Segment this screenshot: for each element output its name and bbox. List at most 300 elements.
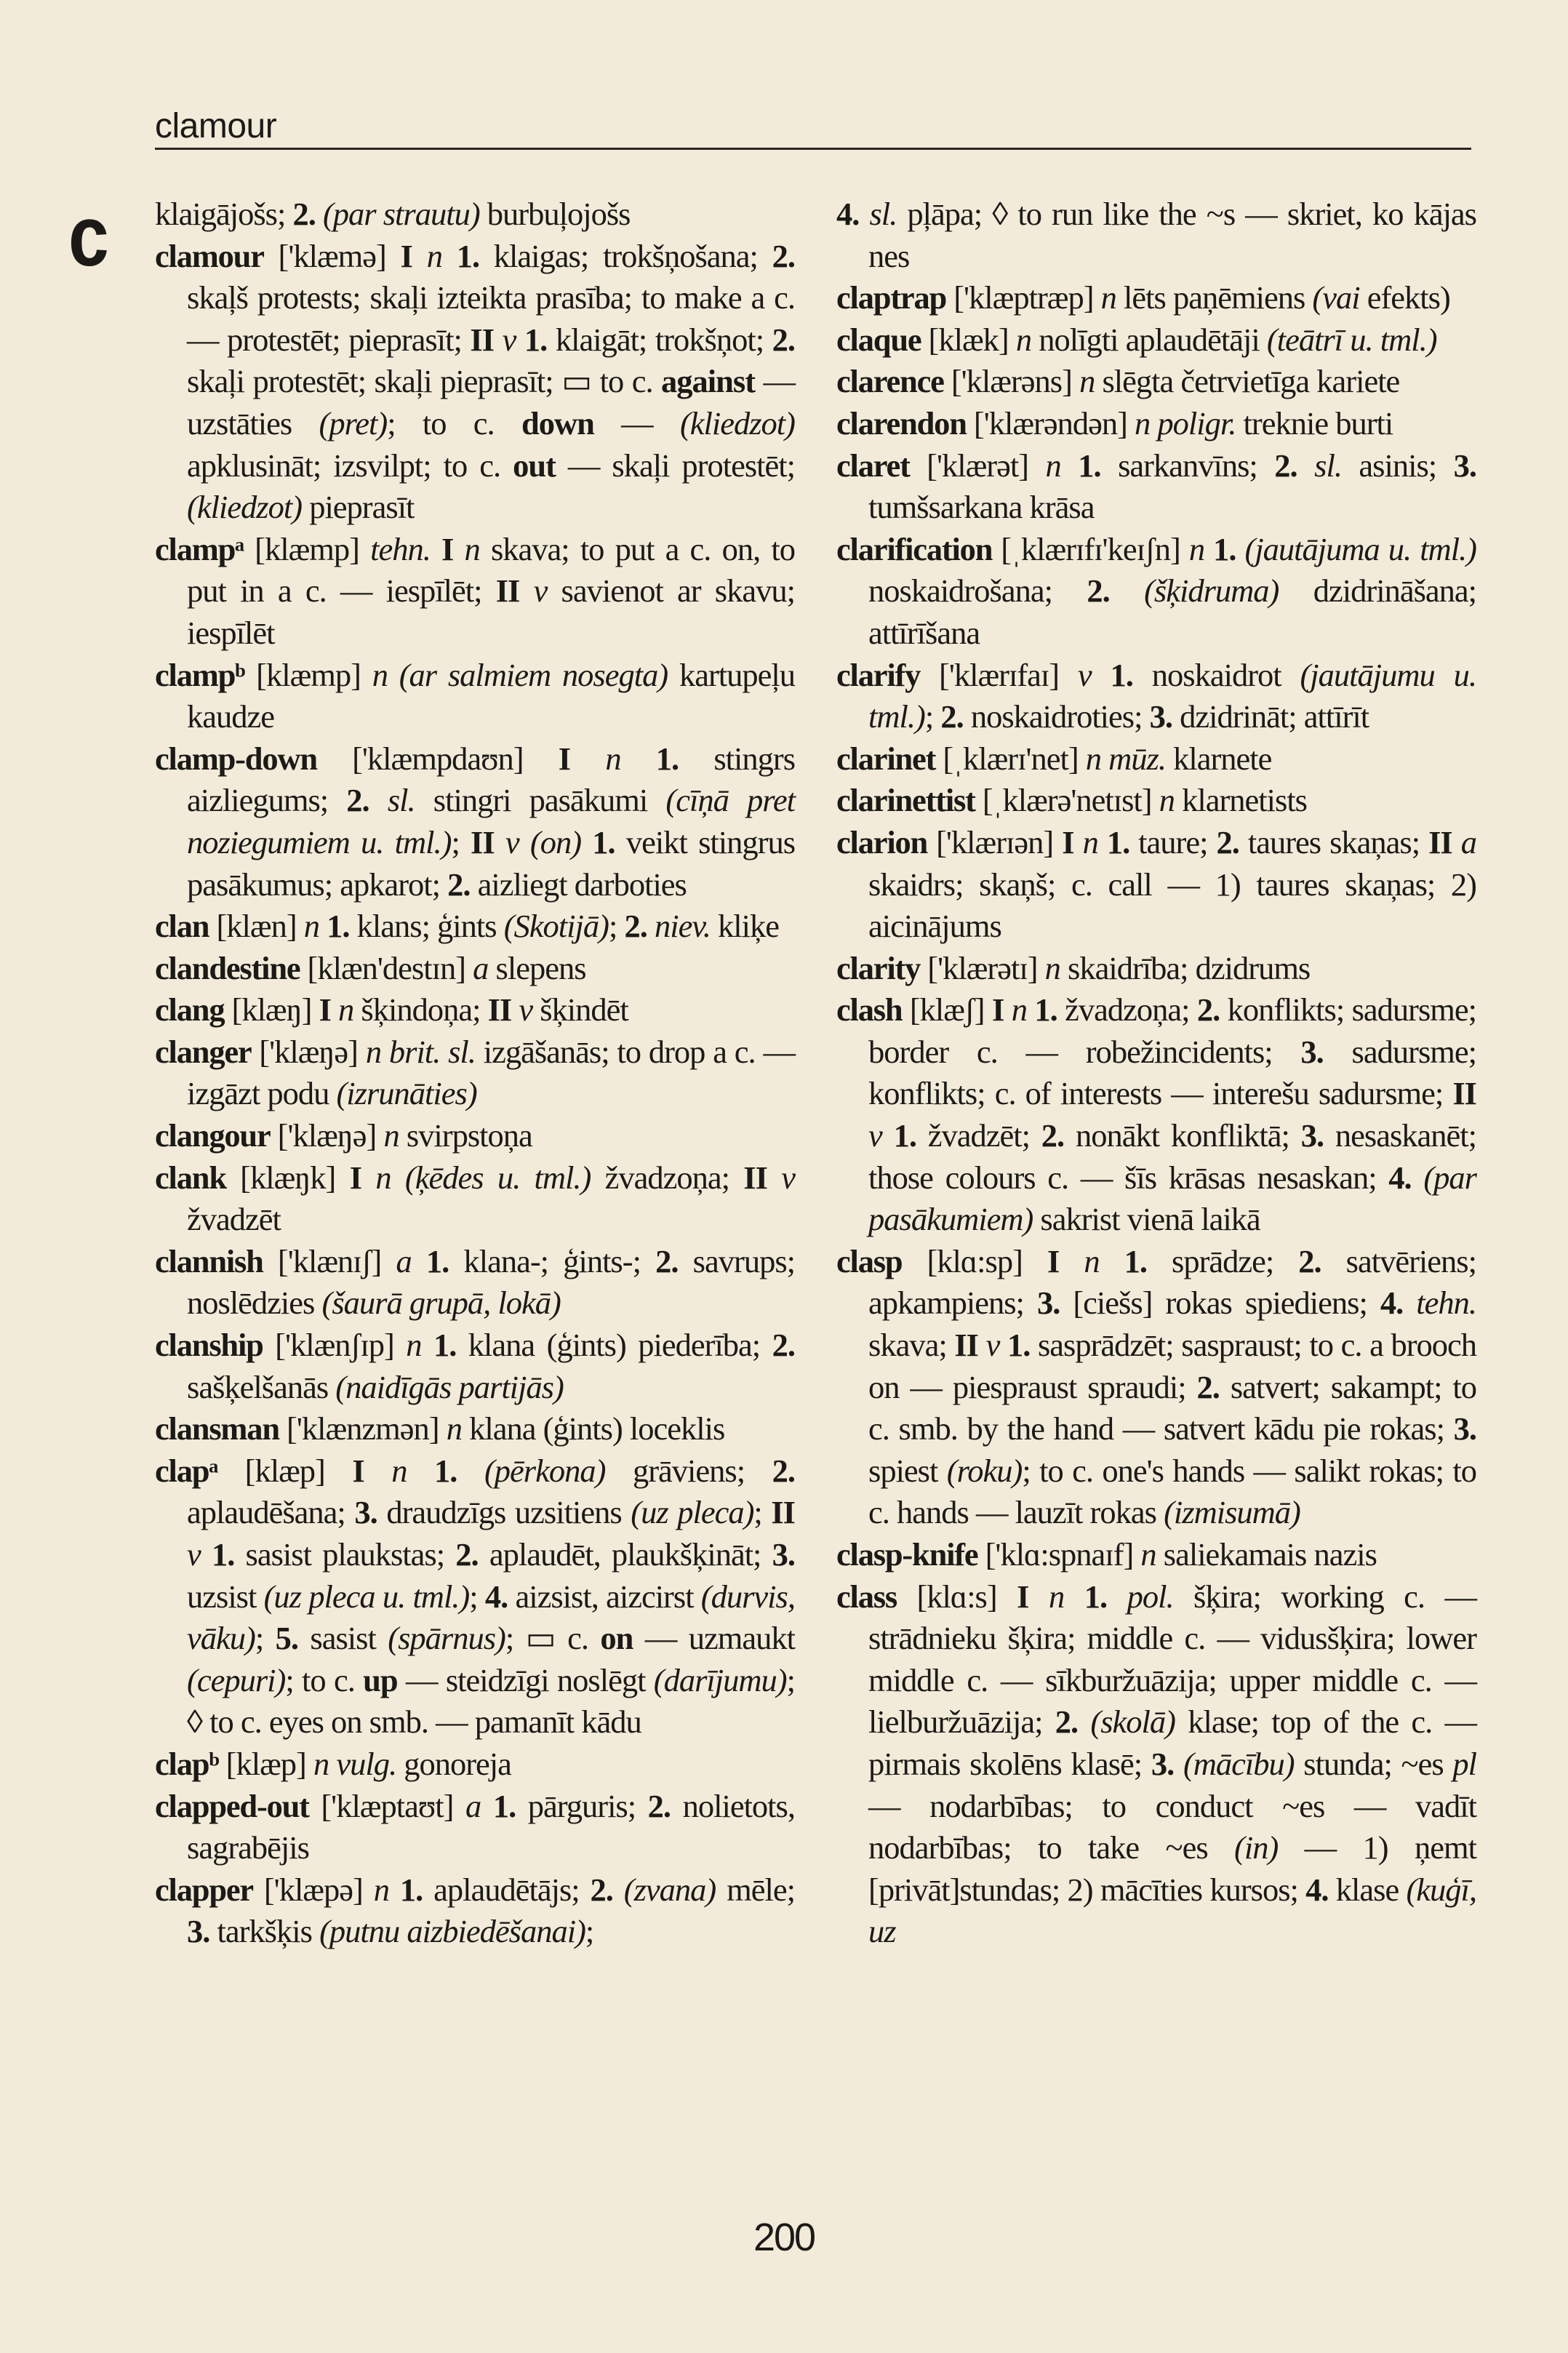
entry-text: lēts paņēmiens [1116, 279, 1313, 316]
entry-text: (darījumu) [653, 1661, 787, 1698]
entry-text: klarnete [1166, 740, 1272, 777]
entry-text: I [558, 740, 571, 777]
entry-text: sl. [869, 196, 897, 232]
entry-text: 2. [624, 908, 647, 945]
headword: clapᵃ [155, 1452, 218, 1489]
entry-text [1027, 991, 1034, 1028]
entry-text [1236, 531, 1244, 567]
entry-text: pieprasīt [302, 489, 415, 526]
entry-text: (roku) [946, 1452, 1023, 1489]
entry-text: svirpstoņa [399, 1117, 532, 1154]
entry-text: 1. [1106, 823, 1130, 860]
entry-text: slepens [488, 949, 586, 986]
entry-text: n [391, 1452, 407, 1489]
entry-text: 3. [1453, 447, 1477, 484]
entry-text: skava; [868, 1327, 955, 1364]
entry-text: 2. [772, 237, 796, 274]
entry-text [1059, 1243, 1084, 1279]
entry-text: ['klænʃɪp] [263, 1327, 407, 1364]
entry-text [613, 1871, 624, 1908]
entry-text: klana-; ģints-; [449, 1242, 656, 1279]
entry-text: skaidrība; dzidrums [1060, 949, 1311, 986]
dictionary-entry [836, 948, 1476, 990]
entry-text: ; [451, 823, 471, 860]
entry-text: klaigāt; trokšņot; [547, 321, 772, 358]
entry-text [494, 321, 503, 358]
headword: clarification [836, 530, 993, 567]
entry-text: (jautājumu u. tml.) [868, 656, 1477, 735]
entry-text: sprādze; [1146, 1242, 1299, 1279]
entry-text: (mācību) [1183, 1745, 1295, 1782]
entry-text [1004, 991, 1011, 1028]
entry-text: skava; to put a c. on, to put in a c. — iespīlēt; [187, 530, 796, 610]
entry-text [361, 1159, 375, 1196]
entry-text: pārguris; [516, 1787, 648, 1824]
entry-text [516, 321, 524, 358]
entry-text: ; [608, 908, 625, 945]
entry-text: ; ◊ to c. eyes on smb. — pamanīt kādu [187, 1661, 795, 1741]
headword: clarinet [836, 740, 936, 777]
entry-text: (cepuri) [187, 1661, 286, 1698]
entry-text [1110, 572, 1144, 609]
entry-text: 1. [399, 1871, 423, 1908]
entry-text: — uzmaukt [633, 1620, 795, 1657]
entry-text: ; [255, 1620, 276, 1657]
entry-text: 1. [425, 1242, 449, 1279]
entry-text: n [464, 530, 480, 567]
entry-text: 1. [1034, 991, 1057, 1028]
entry-text: kliķe [710, 908, 780, 945]
dictionary-entry [155, 529, 795, 655]
entry-text: (uz pleca u. tml.) [263, 1578, 470, 1615]
headword: clamour [155, 237, 264, 274]
entry-text [457, 1453, 484, 1489]
entry-text: (spārnus) [388, 1620, 505, 1657]
entry-text: sasprādzēt; saspraust; to c. a brooch on — piespraust spraudi; [868, 1327, 1477, 1405]
entry-text: 2. [1196, 1368, 1220, 1405]
entry-text: 4. [1388, 1159, 1412, 1196]
entry-text [331, 991, 338, 1028]
entry-text: I [349, 1159, 362, 1196]
entry-text: pl [1452, 1745, 1476, 1782]
entry-text: 1. [524, 321, 548, 358]
dictionary-entry [836, 1576, 1476, 1953]
entry-text: saliekamais nazis [1156, 1536, 1377, 1573]
entry-text [1412, 1159, 1424, 1196]
entry-text: out [513, 447, 556, 484]
entry-text [1452, 824, 1461, 860]
entry-text: a [1460, 823, 1476, 860]
entry-text: I [441, 530, 454, 567]
dictionary-entry [836, 277, 1476, 319]
entry-text: taures skaņas; [1239, 823, 1429, 860]
guide-word: clamour [155, 107, 277, 145]
entry-text: kartupeļu kaudze [187, 656, 795, 735]
entry-text: 3. [1036, 1285, 1060, 1322]
headword: clank [155, 1159, 226, 1196]
headword: claque [836, 321, 921, 358]
entry-text: noskaidroties; [963, 698, 1150, 735]
entry-text: aplaudēt, plaukšķināt; [478, 1536, 772, 1573]
entry-text: n [446, 1410, 462, 1447]
entry-text: — steidzīgi noslēgt [397, 1661, 654, 1698]
entry-text: [klæŋ] [224, 991, 319, 1028]
entry-text: ['klæmə] [263, 237, 401, 274]
headword: clansman [155, 1410, 279, 1447]
entry-text: — uzstāties [187, 363, 796, 442]
entry-text: [klæn'destɪn] [300, 949, 473, 986]
entry-text: ['klɑ:spnaɪf] [977, 1536, 1141, 1573]
entry-text: apklusināt; izsvilpt; to c. [187, 447, 513, 484]
section-letter: c [68, 188, 109, 284]
entry-text [1064, 1578, 1084, 1615]
entry-text: noskaidrošana; [868, 572, 1087, 610]
entry-text: v [502, 321, 516, 358]
entry-text: klaigājošs; [155, 196, 293, 232]
entry-text: ['klærət] [909, 447, 1046, 484]
entry-text: (par strautu) [322, 196, 480, 232]
entry-text: against [661, 363, 756, 400]
entry-text: (Skotijā) [503, 908, 609, 945]
entry-text: 3. [1300, 1033, 1324, 1070]
entry-text [495, 824, 505, 860]
entry-text: ['klænzmən] [279, 1410, 447, 1447]
entry-text: uzsist [187, 1578, 264, 1615]
entry-text: 2. [1298, 1242, 1321, 1279]
entry-text: asinis; [1341, 447, 1454, 484]
dictionary-entry [836, 989, 1476, 1241]
entry-text [1204, 531, 1213, 567]
entry-text [389, 1871, 400, 1908]
entry-text: aplaudēšana; [187, 1494, 355, 1531]
dictionary-entry [155, 1450, 795, 1743]
dictionary-entry [155, 1241, 795, 1325]
dictionary-entry [155, 1325, 795, 1408]
entry-text: 4. [484, 1578, 508, 1615]
entry-text: II [954, 1327, 978, 1364]
dictionary-entry [155, 236, 795, 529]
entry-text: n [303, 908, 320, 945]
entry-text: nolietots, sagrabējis [187, 1787, 795, 1866]
entry-text [1098, 824, 1107, 860]
entry-text: v [533, 572, 548, 610]
entry-text: [ˌklærɪfɪ'keɪʃn] [992, 530, 1189, 567]
entry-text: (uz pleca) [631, 1494, 754, 1531]
entry-text: — 1) ņemt [privāt]stundas; 2) mācīties kursos; [868, 1829, 1476, 1908]
entry-text: stingrs aizliegums; [187, 740, 796, 819]
entry-text: stingri pasākumi [415, 782, 666, 819]
entry-text: 2. [292, 196, 316, 232]
entry-text: (šķidruma) [1144, 572, 1279, 610]
entry-text: izgāšanās; to drop a c. — izgāzt podu [187, 1033, 795, 1112]
entry-text [388, 657, 399, 693]
entry-text [647, 908, 655, 944]
entry-text [621, 740, 656, 777]
entry-text: 2. [1274, 447, 1297, 484]
headword: clapped-out [155, 1787, 309, 1824]
headword: clasp-knife [836, 1536, 978, 1573]
entry-text: gonoreja [396, 1745, 511, 1782]
entry-text: v [187, 1536, 201, 1573]
entry-text [1403, 1285, 1416, 1321]
entry-text: a [396, 1242, 412, 1279]
entry-text: (izmisumā) [1164, 1494, 1300, 1531]
entry-text: a [465, 1787, 481, 1824]
dictionary-entry [836, 780, 1476, 822]
entry-text: sakrist vienā laikā [1033, 1201, 1260, 1238]
entry-text: savienot ar skavu; iespīlēt [187, 572, 795, 651]
dictionary-entry [836, 403, 1476, 445]
entry-text: II [471, 823, 495, 860]
entry-text: n [1079, 363, 1095, 400]
entry-text: dzidrināšana; attīrīšana [868, 572, 1476, 651]
entry-text [431, 531, 441, 567]
dictionary-entry [836, 1534, 1476, 1576]
entry-text [364, 1453, 392, 1489]
entry-text [201, 1536, 212, 1573]
entry-text: 3. [354, 1494, 377, 1531]
entry-text: 1. [655, 740, 679, 777]
dictionary-entry [836, 1241, 1476, 1534]
dictionary-entry [836, 319, 1476, 361]
headword: class [836, 1578, 897, 1615]
entry-text: klana (ģints) piederība; [456, 1327, 772, 1364]
entry-text: žvadzoņa; [591, 1159, 744, 1196]
dictionary-entry [155, 655, 795, 738]
entry-text: ['klæŋə] [251, 1033, 366, 1070]
entry-text: 2. [447, 866, 471, 903]
entry-text: aizliegt darboties [470, 866, 687, 903]
entry-text: skaļš protests; skaļi izteikta prasība; to make a c. — protestēt; pieprasīt; [187, 279, 795, 358]
entry-text: I [400, 237, 412, 274]
entry-text [1107, 1578, 1127, 1615]
entry-text: mēle; [716, 1871, 795, 1908]
entry-text [519, 572, 533, 609]
entry-text: 2. [346, 782, 369, 819]
entry-text: (pērkona) [484, 1452, 606, 1489]
entry-text: 1. [327, 908, 350, 945]
entry-text: 3. [187, 1913, 210, 1950]
headword: clarion [836, 823, 928, 860]
entry-text: šķindoņa; [353, 991, 488, 1028]
dictionary-entry [155, 738, 795, 906]
headword: clamp-down [155, 740, 317, 777]
headword: claptrap [836, 279, 947, 316]
entry-text: ; [924, 698, 941, 735]
dictionary-entry [836, 822, 1476, 948]
entry-text: grāviens; [605, 1452, 772, 1489]
entry-text: 2. [772, 1327, 796, 1364]
entry-text: noskaidrot [1132, 656, 1300, 693]
entry-text: [klæmp] [243, 530, 371, 567]
headword: clarinettist [836, 782, 975, 819]
entry-text: ['klæpə] [252, 1871, 374, 1908]
entry-text: 1. [1110, 656, 1133, 693]
entry-text: 2. [590, 1871, 613, 1908]
entry-text [319, 908, 327, 944]
headword: clapper [155, 1871, 253, 1908]
entry-text: slēgta četrvietīga kariete [1095, 363, 1400, 400]
headword: clasp [836, 1242, 903, 1279]
entry-text [999, 1327, 1007, 1363]
entry-text: II [771, 1494, 795, 1531]
dictionary-entry [836, 655, 1476, 738]
entry-text: veikt stingrus pasākumus; apkarot; [187, 823, 796, 903]
entry-text: 2. [940, 698, 964, 735]
entry-text: v [985, 1327, 1000, 1364]
entry-text: 2. [1041, 1117, 1065, 1154]
entry-text: [klɑ:s] [897, 1578, 1017, 1615]
entry-text: sasist plaukstas; [234, 1536, 456, 1573]
entry-text: ['klærəndən] [966, 404, 1135, 442]
entry-text: n [338, 991, 354, 1028]
entry-text: — [593, 404, 680, 442]
entry-text: sl. [1314, 447, 1342, 484]
entry-text: v [781, 1159, 796, 1196]
entry-text: taure; [1129, 823, 1217, 860]
entry-text [369, 782, 388, 818]
entry-text: (pret) [319, 404, 388, 442]
entry-text: on [600, 1620, 633, 1657]
entry-text: 1. [434, 1452, 457, 1489]
entry-text: 2. [1087, 572, 1110, 610]
entry-text: draudzīgs uzsitiens [377, 1494, 631, 1531]
entry-text: [klæn] [209, 908, 304, 945]
entry-text: klans; ģints [349, 908, 504, 945]
entry-text: II [1452, 1075, 1476, 1112]
header-rule [155, 148, 1471, 150]
entry-text: 3. [1300, 1117, 1324, 1154]
entry-text: žvadzēt [187, 1201, 281, 1238]
entry-text: 1. [1213, 530, 1236, 567]
entry-text: (teātrī u. tml.) [1266, 321, 1437, 358]
dictionary-entry [836, 445, 1476, 529]
entry-text: (kliedzot) [679, 404, 795, 442]
entry-text: 5. [275, 1620, 298, 1657]
entry-text: burbuļojošs [479, 196, 631, 232]
entry-text: II [743, 1159, 767, 1196]
entry-text: n [1048, 1578, 1065, 1615]
entry-text: [klæp] [217, 1452, 353, 1489]
dictionary-entry [155, 1031, 795, 1115]
entry-text: (ar salmiem nosegta) [399, 656, 668, 693]
entry-text: — skaļi protestēt; [555, 447, 796, 484]
entry-text: n [1159, 782, 1175, 819]
entry-text: (kliedzot) [187, 489, 303, 526]
entry-text: n [1011, 991, 1027, 1028]
dictionary-entry [155, 1157, 795, 1241]
entry-text: 1. [211, 1536, 235, 1573]
headword: clang [155, 991, 225, 1028]
entry-text: ; [753, 1494, 772, 1531]
entry-text: 1. [1007, 1327, 1031, 1364]
entry-text [412, 238, 427, 274]
entry-text: n [372, 656, 388, 693]
dictionary-entry [155, 1786, 795, 1869]
entry-text: sadursme; konflikts; c. of interests — interešu sadursme; [868, 1033, 1476, 1112]
entry-text: (putnu aizbiedēšanai) [319, 1913, 585, 1950]
entry-text: 3. [1151, 1745, 1175, 1782]
entry-text: ; to c. [285, 1661, 364, 1698]
headword: clanship [155, 1327, 263, 1364]
entry-text: klase [1328, 1871, 1407, 1908]
entry-text: klana (ģints) loceklis [461, 1410, 725, 1447]
entry-text [1061, 447, 1078, 484]
headword: clangour [155, 1117, 271, 1154]
entry-text: v [519, 991, 533, 1028]
entry-text: n vulg. [313, 1745, 397, 1782]
entry-text: n [1140, 1536, 1156, 1573]
entry-text: n brit. sl. [365, 1033, 476, 1070]
entry-text: 4. [1305, 1871, 1329, 1908]
entry-text: ; ▭ c. [505, 1620, 601, 1657]
entry-text: I [991, 991, 1004, 1028]
dictionary-entry [155, 906, 795, 948]
entry-text: [klɑ:sp] [902, 1242, 1047, 1279]
entry-text: n poligr. [1135, 404, 1236, 442]
entry-text: n [1044, 949, 1060, 986]
dictionary-entry [155, 1869, 795, 1953]
entry-text: 2. [772, 1452, 796, 1489]
entry-text: 1. [1084, 1578, 1108, 1615]
entry-text: — nodarbības; to conduct ~es — vadīt nodarbības; to take ~es [868, 1787, 1476, 1866]
headword: clanger [155, 1033, 252, 1070]
entry-text: ['klærɪən] [927, 823, 1063, 860]
entry-text [978, 1327, 986, 1363]
entry-text: ['klænɪʃ] [263, 1242, 396, 1279]
entry-text: klaigas; trokšņošana; [479, 237, 772, 274]
entry-text: nolīgti aplaudētāji [1031, 321, 1267, 358]
entry-text: stunda; ~es [1294, 1745, 1453, 1782]
entry-text [1100, 1243, 1124, 1279]
entry-text: 1. [492, 1787, 516, 1824]
entry-text: I [1017, 1578, 1029, 1615]
entry-text: n [1015, 321, 1032, 358]
entry-text: (izrunāties) [336, 1075, 477, 1112]
entry-text [1092, 657, 1111, 693]
entry-text [1074, 824, 1083, 860]
entry-text: ; [585, 1913, 594, 1950]
entry-text: ['klæptaʊt] [308, 1787, 466, 1824]
entry-text: n [426, 237, 442, 274]
entry-text: žvadzēt; [916, 1117, 1041, 1154]
entry-text: (skolā) [1090, 1703, 1175, 1741]
entry-text: (vai [1312, 279, 1360, 316]
entry-text: 2. [1216, 823, 1239, 860]
headword: clapᵇ [155, 1745, 219, 1782]
dictionary-entry [155, 948, 795, 990]
entry-text: 1. [1078, 447, 1101, 484]
entry-text: n [1188, 530, 1205, 567]
entry-text: (jautājuma u. tml.) [1244, 530, 1476, 567]
entry-text: II [1428, 823, 1452, 860]
dictionary-entry [836, 361, 1476, 403]
dictionary-entry [836, 193, 1476, 277]
entry-text: (zvana) [623, 1871, 716, 1908]
headword: clampᵃ [155, 530, 244, 567]
entry-text: n [373, 1871, 389, 1908]
entry-text [1078, 1703, 1090, 1740]
entry-text: šķira; working c. — strādnieku šķira; middle c. — vidusšķira; lower middle c. — sīkburžuāzija; upper middle c. — lielburžuāzija; [868, 1578, 1477, 1741]
entry-text: (cīņā pret noziegumiem u. tml.) [187, 782, 796, 860]
entry-text [1297, 447, 1314, 484]
entry-text [882, 1117, 894, 1154]
entry-text: satvēriens; apkampiens; [868, 1242, 1476, 1322]
entry-text: a [473, 949, 489, 986]
entry-text [1029, 1578, 1049, 1615]
entry-text: šķindēt [532, 991, 628, 1028]
entry-text [581, 824, 592, 860]
